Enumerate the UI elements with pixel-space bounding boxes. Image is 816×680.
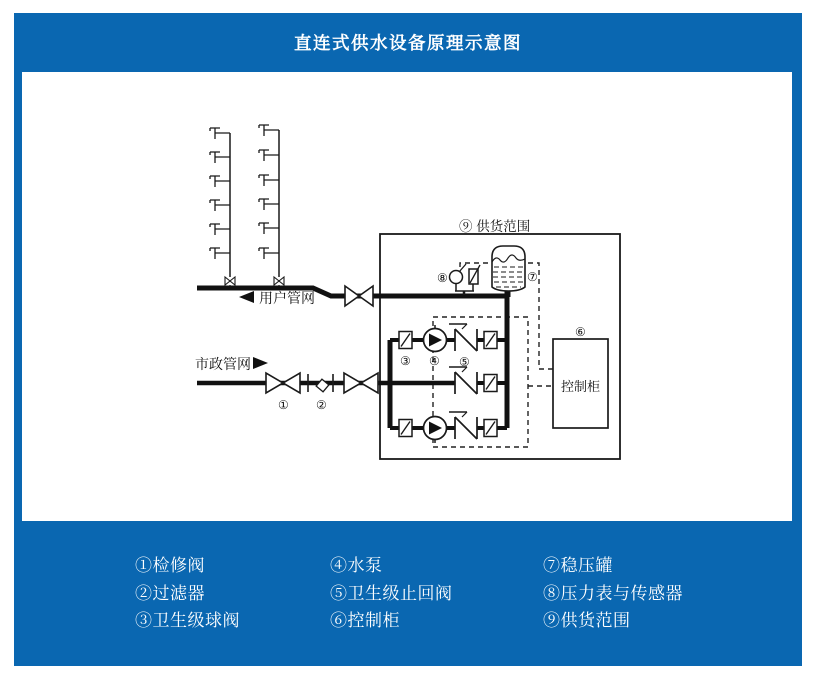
tap-icon <box>210 176 230 187</box>
gate-valve-icon <box>344 373 361 393</box>
marker-8: ⑧ <box>437 271 448 285</box>
tap-icon <box>259 199 279 210</box>
right-arrow-icon <box>253 357 268 369</box>
legend-item-filter: ②过滤器 <box>135 583 205 603</box>
blue-panel <box>14 13 802 666</box>
check-valve-icon <box>449 412 477 439</box>
marker-3: ③ <box>400 354 411 368</box>
tap-icon <box>210 248 230 259</box>
tap-icon <box>259 125 279 136</box>
pump-branch-row1 <box>399 324 497 352</box>
pressure-tank-icon <box>492 246 525 291</box>
legend-item-service-valve: ①检修阀 <box>135 556 205 575</box>
marker-6: ⑥ <box>575 325 586 339</box>
tap-icon <box>259 150 279 161</box>
left-arrow-icon <box>239 291 254 303</box>
control-cabinet-label: 控制柜 <box>560 379 601 394</box>
riser-valve-icon <box>279 277 284 285</box>
legend-item-gauge-sensor: ⑧压力表与传感器 <box>543 583 683 603</box>
municipal-network-label: 市政管网 <box>195 356 251 372</box>
riser-2-taps <box>259 125 279 259</box>
gate-valve-icon <box>359 286 373 306</box>
marker-2: ② <box>316 398 327 412</box>
tap-icon <box>259 175 279 186</box>
legend-item-ball-valve: ③卫生级球阀 <box>135 611 240 630</box>
legend-column-3 <box>543 552 683 635</box>
pressure-gauge-icon <box>450 271 463 284</box>
user-risers <box>210 125 284 290</box>
check-valve-icon <box>449 367 477 394</box>
diagram-area <box>22 72 792 521</box>
marker-5: ⑤ <box>459 355 470 369</box>
gate-valve-icon <box>266 373 283 393</box>
tap-icon <box>210 152 230 163</box>
tap-icon <box>259 223 279 234</box>
legend-column-2 <box>330 552 453 635</box>
instrument-group <box>450 264 481 295</box>
marker-1: ① <box>278 398 289 412</box>
marker-4: ④ <box>429 354 440 368</box>
legend-item-supply-scope: ⑨供货范围 <box>543 611 631 630</box>
bypass-branch-row2 <box>449 367 497 394</box>
gate-valve-icon <box>345 286 359 306</box>
tap-icon <box>210 200 230 211</box>
marker-7: ⑦ <box>527 270 538 284</box>
riser-1-taps <box>210 128 230 259</box>
header-band <box>14 13 802 72</box>
tap-icon <box>259 248 279 259</box>
check-valve-icon <box>449 324 477 351</box>
legend-item-control-cabinet: ⑥控制柜 <box>330 611 400 630</box>
supply-scope-label: ⑨ 供货范围 <box>459 219 531 234</box>
schematic-diagram <box>22 72 792 521</box>
riser-valve-icon <box>230 277 235 285</box>
legend-item-pump: ④水泵 <box>330 556 383 575</box>
tap-icon <box>210 224 230 235</box>
tap-icon <box>210 128 230 139</box>
gate-valve-icon <box>361 373 378 393</box>
legend-item-pressure-tank: ⑦稳压罐 <box>543 556 613 575</box>
legend-item-check-valve: ⑤卫生级止回阀 <box>330 583 453 603</box>
legend-column-1 <box>135 552 240 635</box>
gate-valve-icon <box>283 373 300 393</box>
page-title: 直连式供水设备原理示意图 <box>294 33 522 53</box>
user-network-label: 用户管网 <box>259 290 315 306</box>
